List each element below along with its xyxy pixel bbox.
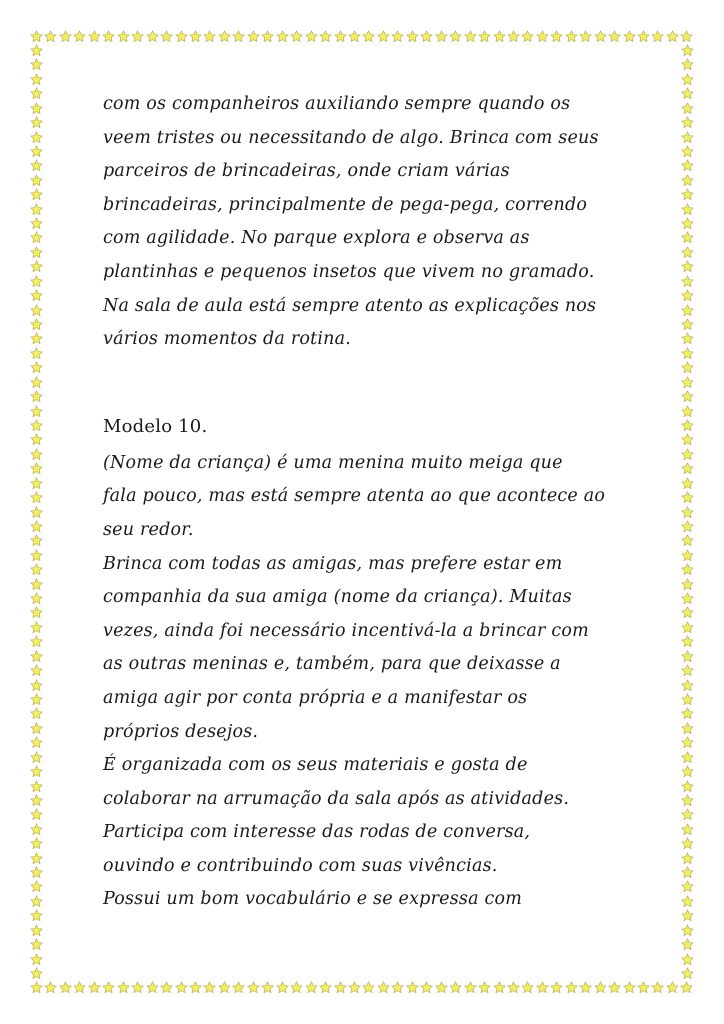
star-icon: [637, 30, 650, 43]
star-icon: [160, 981, 173, 994]
star-icon: [681, 895, 694, 908]
star-icon: [30, 58, 43, 71]
star-icon: [290, 30, 303, 43]
star-icon: [681, 318, 694, 331]
star-icon: [30, 534, 43, 547]
text-line: companhia da sua amiga (nome da criança). Muitas: [103, 587, 572, 608]
star-icon: [319, 981, 332, 994]
star-icon: [30, 361, 43, 374]
star-icon: [681, 73, 694, 86]
star-icon: [536, 30, 549, 43]
star-icon: [30, 635, 43, 648]
star-icon: [565, 30, 578, 43]
star-icon: [117, 30, 130, 43]
star-icon: [30, 578, 43, 591]
star-icon: [30, 477, 43, 490]
star-icon: [666, 981, 679, 994]
star-icon: [30, 866, 43, 879]
text-line: veem tristes ou necessitando de algo. Brinca com seus: [103, 127, 599, 148]
star-icon: [305, 30, 318, 43]
star-icon: [681, 390, 694, 403]
star-icon: [73, 30, 86, 43]
star-icon: [44, 981, 57, 994]
star-icon: [464, 30, 477, 43]
star-icon: [30, 895, 43, 908]
star-icon: [30, 30, 43, 43]
star-icon: [30, 419, 43, 432]
star-icon: [30, 794, 43, 807]
star-icon: [362, 981, 375, 994]
star-icon: [681, 794, 694, 807]
star-icon: [681, 751, 694, 764]
star-icon: [334, 30, 347, 43]
star-icon: [681, 419, 694, 432]
star-icon: [175, 981, 188, 994]
star-icon: [160, 30, 173, 43]
text-line: amiga agir por conta própria e a manifestar os: [103, 687, 528, 708]
star-icon: [377, 981, 390, 994]
star-icon: [59, 981, 72, 994]
star-icon: [30, 520, 43, 533]
star-icon: [637, 981, 650, 994]
star-icon: [681, 332, 694, 345]
star-icon: [117, 981, 130, 994]
text-line: brincadeiras, principalmente de pega-pega, correndo: [103, 194, 588, 215]
star-icon: [681, 87, 694, 100]
star-icon: [30, 650, 43, 663]
star-icon: [189, 981, 202, 994]
star-icon: [594, 30, 607, 43]
star-icon: [30, 563, 43, 576]
star-icon: [30, 304, 43, 317]
star-icon: [30, 203, 43, 216]
star-icon: [348, 30, 361, 43]
star-border-bottom: [30, 981, 694, 994]
star-icon: [681, 448, 694, 461]
star-icon: [681, 159, 694, 172]
star-icon: [623, 981, 636, 994]
star-icon: [550, 981, 563, 994]
star-icon: [30, 765, 43, 778]
star-icon: [30, 44, 43, 57]
star-icon: [681, 462, 694, 475]
star-icon: [478, 981, 491, 994]
star-icon: [579, 30, 592, 43]
star-icon: [30, 491, 43, 504]
star-icon: [131, 981, 144, 994]
star-icon: [681, 275, 694, 288]
text-line: Possui um bom vocabulário e se expressa com: [103, 889, 522, 910]
document-body: [103, 88, 633, 917]
star-icon: [681, 145, 694, 158]
star-icon: [550, 30, 563, 43]
star-icon: [30, 880, 43, 893]
star-icon: [261, 30, 274, 43]
star-icon: [391, 30, 404, 43]
star-icon: [30, 938, 43, 951]
star-icon: [681, 361, 694, 374]
star-icon: [30, 174, 43, 187]
star-icon: [232, 30, 245, 43]
star-icon: [608, 30, 621, 43]
star-icon: [435, 981, 448, 994]
star-icon: [30, 808, 43, 821]
star-icon: [391, 981, 404, 994]
star-icon: [203, 981, 216, 994]
star-icon: [203, 30, 216, 43]
star-icon: [478, 30, 491, 43]
star-icon: [681, 506, 694, 519]
star-icon: [681, 347, 694, 360]
star-icon: [406, 981, 419, 994]
star-icon: [218, 30, 231, 43]
star-icon: [420, 981, 433, 994]
section-heading: Modelo 10.: [103, 415, 208, 437]
paragraph-1: [103, 88, 633, 357]
star-icon: [30, 275, 43, 288]
star-icon: [681, 433, 694, 446]
star-icon: [30, 506, 43, 519]
star-icon: [319, 30, 332, 43]
star-icon: [290, 981, 303, 994]
star-icon: [681, 520, 694, 533]
star-icon: [88, 30, 101, 43]
star-icon: [30, 376, 43, 389]
star-icon: [536, 981, 549, 994]
star-icon: [30, 722, 43, 735]
star-icon: [30, 592, 43, 605]
star-icon: [30, 751, 43, 764]
star-icon: [681, 491, 694, 504]
star-icon: [680, 30, 693, 43]
star-icon: [30, 837, 43, 850]
star-icon: [30, 852, 43, 865]
star-icon: [681, 534, 694, 547]
star-icon: [30, 780, 43, 793]
text-line: vezes, ainda foi necessário incentivá-la a brincar com: [103, 620, 589, 641]
star-icon: [30, 260, 43, 273]
star-icon: [88, 981, 101, 994]
star-icon: [651, 981, 664, 994]
star-icon: [362, 30, 375, 43]
star-icon: [30, 116, 43, 129]
star-icon: [59, 30, 72, 43]
star-icon: [681, 953, 694, 966]
star-icon: [435, 30, 448, 43]
star-border-top: [30, 30, 694, 43]
text-line: vários momentos da rotina.: [103, 329, 352, 350]
star-icon: [681, 246, 694, 259]
star-icon: [623, 30, 636, 43]
star-icon: [681, 405, 694, 418]
text-line: ouvindo e contribuindo com suas vivências.: [103, 855, 498, 876]
star-icon: [30, 131, 43, 144]
star-icon: [30, 145, 43, 158]
star-icon: [247, 981, 260, 994]
star-icon: [681, 880, 694, 893]
star-icon: [377, 30, 390, 43]
star-icon: [276, 981, 289, 994]
text-line: com agilidade. No parque explora e observa as: [103, 228, 530, 249]
star-icon: [579, 981, 592, 994]
star-icon: [681, 188, 694, 201]
star-icon: [681, 131, 694, 144]
star-icon: [681, 304, 694, 317]
star-icon: [30, 217, 43, 230]
star-icon: [30, 102, 43, 115]
text-line: as outras meninas e, também, para que deixasse a: [103, 654, 561, 675]
star-icon: [30, 73, 43, 86]
star-icon: [247, 30, 260, 43]
star-icon: [507, 30, 520, 43]
star-icon: [30, 289, 43, 302]
text-line: (Nome da criança) é uma menina muito meiga que: [103, 452, 563, 473]
star-icon: [681, 260, 694, 273]
star-icon: [30, 549, 43, 562]
text-line: seu redor.: [103, 519, 194, 540]
star-icon: [681, 563, 694, 576]
star-icon: [681, 217, 694, 230]
star-icon: [681, 780, 694, 793]
star-icon: [681, 477, 694, 490]
star-icon: [493, 981, 506, 994]
star-border-left: [30, 44, 43, 980]
star-icon: [681, 289, 694, 302]
star-icon: [681, 44, 694, 57]
star-icon: [30, 188, 43, 201]
star-icon: [30, 405, 43, 418]
star-icon: [681, 203, 694, 216]
star-icon: [189, 30, 202, 43]
star-icon: [680, 981, 693, 994]
star-icon: [681, 621, 694, 634]
star-icon: [30, 967, 43, 980]
star-icon: [30, 981, 43, 994]
star-icon: [681, 231, 694, 244]
star-icon: [681, 722, 694, 735]
star-icon: [30, 159, 43, 172]
star-icon: [666, 30, 679, 43]
star-icon: [681, 707, 694, 720]
text-line: próprios desejos.: [103, 721, 259, 742]
star-icon: [681, 116, 694, 129]
star-icon: [30, 909, 43, 922]
star-icon: [681, 635, 694, 648]
star-icon: [406, 30, 419, 43]
star-icon: [681, 909, 694, 922]
star-icon: [30, 246, 43, 259]
star-icon: [681, 174, 694, 187]
star-icon: [464, 981, 477, 994]
star-icon: [681, 938, 694, 951]
star-icon: [73, 981, 86, 994]
star-icon: [521, 981, 534, 994]
star-icon: [146, 981, 159, 994]
star-icon: [565, 981, 578, 994]
star-icon: [30, 347, 43, 360]
star-icon: [30, 332, 43, 345]
star-icon: [681, 578, 694, 591]
star-icon: [348, 981, 361, 994]
star-icon: [594, 981, 607, 994]
star-icon: [681, 736, 694, 749]
star-icon: [30, 736, 43, 749]
spacer: [103, 357, 633, 407]
star-icon: [608, 981, 621, 994]
star-icon: [681, 808, 694, 821]
star-icon: [218, 981, 231, 994]
star-icon: [30, 621, 43, 634]
star-icon: [146, 30, 159, 43]
star-icon: [681, 650, 694, 663]
paragraph-2: [103, 447, 633, 917]
star-border-right: [681, 44, 694, 980]
star-icon: [334, 981, 347, 994]
star-icon: [521, 30, 534, 43]
text-line: plantinhas e pequenos insetos que vivem no gramado.: [103, 261, 595, 282]
star-icon: [420, 30, 433, 43]
star-icon: [681, 664, 694, 677]
text-line: Participa com interesse das rodas de conversa,: [103, 822, 531, 843]
star-icon: [681, 376, 694, 389]
star-icon: [507, 981, 520, 994]
star-icon: [681, 549, 694, 562]
text-line: colaborar na arrumação da sala após as atividades.: [103, 788, 570, 809]
star-icon: [449, 981, 462, 994]
star-icon: [681, 823, 694, 836]
star-icon: [131, 30, 144, 43]
text-line: Na sala de aula está sempre atento as explicações nos: [103, 295, 597, 316]
star-icon: [44, 30, 57, 43]
text-line: Brinca com todas as amigas, mas prefere estar em: [103, 553, 563, 574]
star-icon: [449, 30, 462, 43]
star-icon: [681, 866, 694, 879]
star-icon: [30, 448, 43, 461]
star-icon: [276, 30, 289, 43]
star-icon: [30, 664, 43, 677]
star-icon: [102, 981, 115, 994]
text-line: com os companheiros auxiliando sempre quando os: [103, 94, 571, 114]
star-icon: [681, 924, 694, 937]
star-icon: [681, 102, 694, 115]
star-icon: [681, 606, 694, 619]
star-icon: [30, 462, 43, 475]
star-icon: [681, 765, 694, 778]
star-icon: [30, 679, 43, 692]
star-icon: [305, 981, 318, 994]
star-icon: [30, 953, 43, 966]
star-icon: [30, 924, 43, 937]
star-icon: [261, 981, 274, 994]
star-icon: [232, 981, 245, 994]
star-icon: [681, 592, 694, 605]
star-icon: [30, 433, 43, 446]
star-icon: [681, 967, 694, 980]
star-icon: [30, 390, 43, 403]
star-icon: [30, 318, 43, 331]
star-icon: [30, 693, 43, 706]
star-icon: [30, 823, 43, 836]
star-icon: [681, 693, 694, 706]
star-icon: [681, 852, 694, 865]
star-icon: [681, 58, 694, 71]
text-line: É organizada com os seus materiais e gosta de: [103, 755, 528, 776]
text-line: fala pouco, mas está sempre atenta ao que acontece ao: [103, 486, 606, 507]
star-icon: [30, 87, 43, 100]
star-icon: [30, 606, 43, 619]
star-icon: [102, 30, 115, 43]
star-icon: [681, 679, 694, 692]
star-icon: [651, 30, 664, 43]
star-icon: [175, 30, 188, 43]
star-icon: [30, 707, 43, 720]
star-icon: [681, 837, 694, 850]
star-icon: [30, 231, 43, 244]
star-icon: [493, 30, 506, 43]
text-line: parceiros de brincadeiras, onde criam várias: [103, 161, 510, 182]
